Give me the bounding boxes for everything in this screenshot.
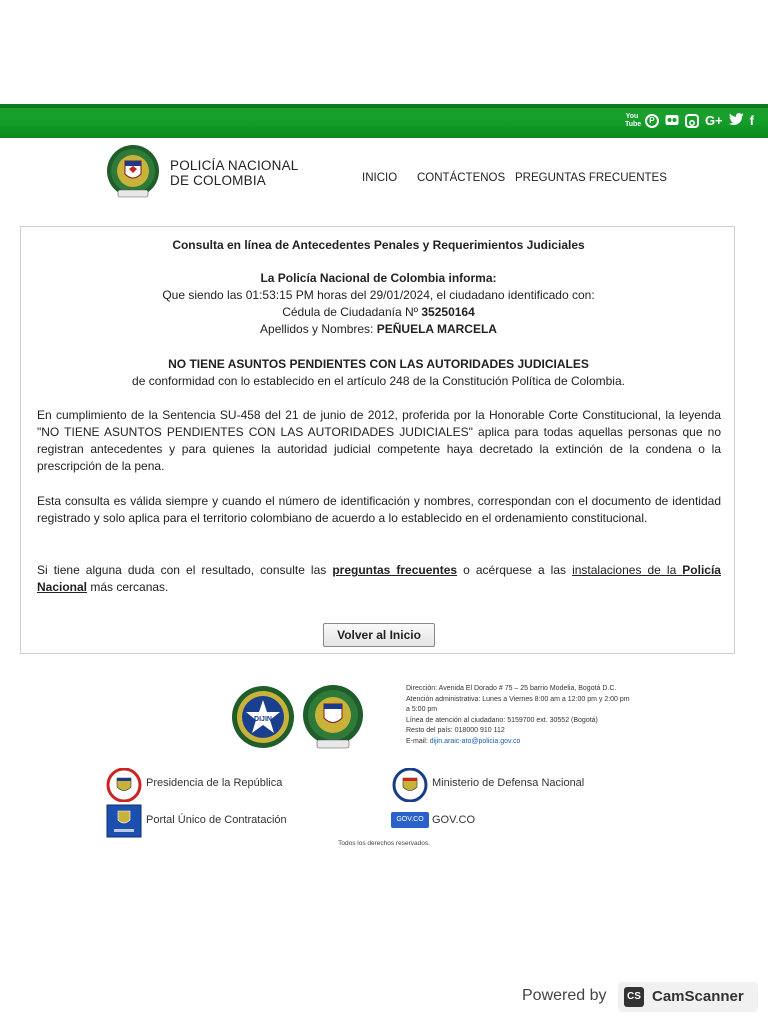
names-line: [21, 322, 736, 336]
brand-name[interactable]: [170, 158, 299, 188]
portal-contratacion-icon[interactable]: [106, 804, 142, 838]
cedula-label: Cédula de Ciudadanía Nº: [282, 305, 419, 319]
dudas-text-c: más cercanas.: [87, 580, 169, 594]
twitter-icon[interactable]: [729, 113, 744, 129]
card-title: Consulta en línea de Antecedentes Penales y Requerimientos Judiciales: [172, 238, 585, 252]
contact-address: Dirección: Avenida El Dorado # 75 – 25 barrio Modelia, Bogotá D.C.: [406, 685, 617, 692]
contact-hours: Atención administrativa: Lunes a Viernes 8:00 am a 12:00 pm y 2:00 pm: [406, 695, 630, 703]
govco-icon[interactable]: GOV.CO: [391, 812, 429, 828]
govco-link[interactable]: GOV.CO: [432, 814, 475, 826]
powered-by-text: Powered by: [522, 987, 607, 1004]
contact-phone: Línea de atención al ciudadano: 5159700 ext. 30552 (Bogotá): [406, 716, 598, 724]
camscanner-badge: [618, 982, 758, 1012]
google-plus-icon[interactable]: G+: [704, 113, 723, 128]
rights-reserved: Todos los derechos reservados.: [338, 840, 430, 847]
dudas-text-a: Si tiene alguna duda con el resultado, consulte las: [37, 563, 333, 577]
flickr-icon[interactable]: [665, 113, 679, 129]
paragraph-sentencia: En cumplimiento de la Sentencia SU-458 del 21 de junio de 2012, proferida por la Honorable Corte Constitucional, la leyenda "NO TIENE ASUNTOS PENDIENTES CON LAS AUTORIDADES JUDICIALES" aplica para todas aquellas personas que no registran antecedentes y para quienes la autoridad judicial competente haya decretado la extinción de la condena o la prescripción de la pena.: [37, 408, 721, 473]
policia-nacional-link-text: Policía Nacional: [37, 563, 721, 594]
policia-seal-icon: [300, 684, 366, 750]
nav-preguntas-frecuentes[interactable]: PREGUNTAS FRECUENTES: [515, 172, 667, 184]
contact-national: Resto del país: 018000 910 112: [406, 727, 505, 734]
status-subtext: de conformidad con lo establecido en el artículo 248 de la Constitución Política de Colombia.: [132, 374, 625, 388]
contact-hours-2: a 5:00 pm: [406, 706, 438, 713]
facebook-icon[interactable]: f: [749, 113, 754, 128]
camscanner-watermark: [522, 982, 762, 1012]
contact-email: [406, 737, 630, 748]
brand-line-2: DE COLOMBIA: [170, 173, 266, 188]
contact-info: [406, 684, 630, 747]
portal-contratacion-link[interactable]: Portal Único de Contratación: [146, 814, 287, 826]
presidencia-icon[interactable]: [106, 768, 142, 802]
pinterest-icon[interactable]: P: [645, 114, 659, 128]
status-heading: NO TIENE ASUNTOS PENDIENTES CON LAS AUTORIDADES JUDICIALES: [168, 357, 589, 371]
paragraph-validez: Esta consulta es válida siempre y cuando el número de identificación y nombres, correspondan con el documento de identidad registrado y solo aplica para el territorio colombiano de acuerdo a lo establecido en el ordenamiento constitucional.: [37, 494, 721, 525]
ministerio-defensa-icon[interactable]: [392, 768, 428, 802]
camscanner-name: CamScanner: [652, 988, 744, 1005]
ministerio-defensa-link[interactable]: Ministerio de Defensa Nacional: [432, 777, 585, 789]
preguntas-frecuentes-link[interactable]: preguntas frecuentes: [332, 563, 458, 577]
instagram-icon[interactable]: [685, 114, 699, 128]
result-card: [20, 226, 735, 654]
brand-line-1: POLICÍA NACIONAL: [170, 158, 299, 173]
informa-heading: La Policía Nacional de Colombia informa:: [260, 271, 497, 285]
email-link[interactable]: dijin.araic-ato@policia.gov.co: [429, 737, 521, 745]
top-green-bar: [0, 104, 768, 138]
nav-inicio[interactable]: INICIO: [362, 172, 398, 184]
names-value: PEÑUELA MARCELA: [376, 322, 497, 336]
names-label: Apellidos y Nombres:: [260, 322, 374, 336]
query-time-line: Que siendo las 01:53:15 PM horas del 29/01/2024, el ciudadano identificado con:: [162, 288, 595, 302]
instalaciones-link-text: instalaciones de la: [572, 563, 683, 577]
paragraph-dudas: [37, 562, 721, 596]
social-icons: [625, 113, 754, 129]
dijin-seal-icon: [230, 684, 296, 750]
youtube-icon[interactable]: You Tube: [624, 113, 642, 128]
dudas-text-b: o acérquese a las: [457, 563, 573, 577]
camscanner-logo-icon: CS: [624, 987, 644, 1007]
policia-nacional-logo[interactable]: [104, 144, 164, 200]
cedula-line: [21, 305, 736, 319]
presidencia-link[interactable]: Presidencia de la República: [146, 777, 283, 789]
email-label: E-mail:: [406, 737, 430, 745]
volver-al-inicio-button[interactable]: Volver al Inicio: [323, 623, 435, 647]
nav-contactenos[interactable]: CONTÁCTENOS: [417, 172, 506, 184]
cedula-value: 35250164: [421, 305, 475, 319]
dijin-seal-text: DIJIN: [254, 716, 272, 723]
